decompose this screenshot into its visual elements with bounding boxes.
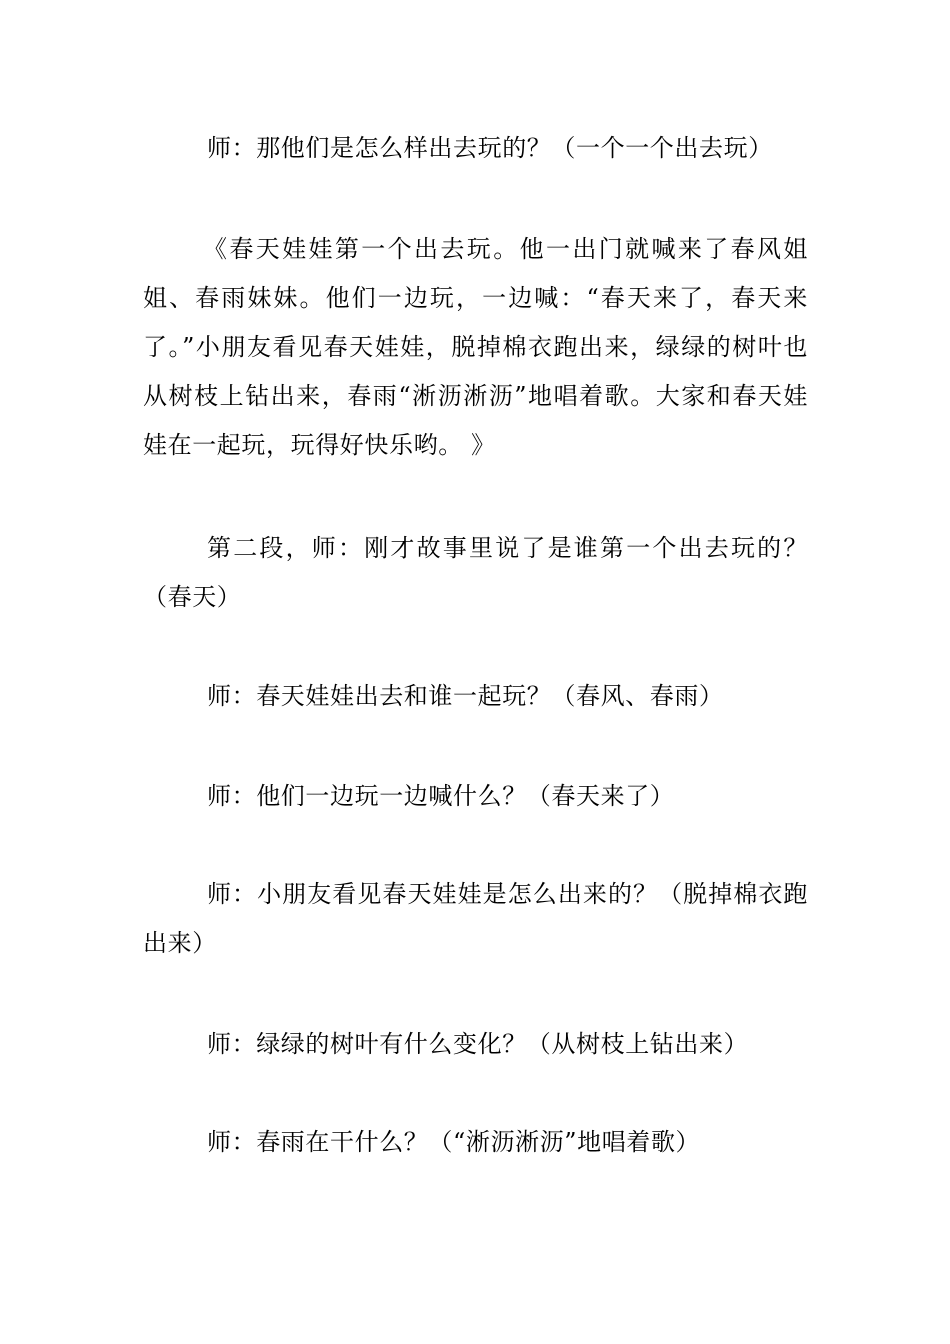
paragraph-story-text: 《春天娃娃第一个出去玩。他一出门就喊来了春风姐姐、春雨妹妹。他们一边玩，一边喊：“春天来了，春天来了。”小朋友看见春天娃娃，脱掉棉衣跑出来，绿绿的树叶也从树枝上钻出来，春雨“淅沥淅沥”地唱着歌。大家和春天娃娃在一起玩，玩得好快乐哟。 》	[143, 235, 808, 459]
paragraph-teacher-question-children: 师：小朋友看见春天娃娃是怎么出来的？（脱掉棉衣跑出来）	[143, 880, 808, 957]
paragraph-teacher-question-play-with: 师：春天娃娃出去和谁一起玩？（春风、春雨）	[207, 682, 724, 710]
paragraph-teacher-question-leaves: 师：绿绿的树叶有什么变化？（从树枝上钻出来）	[207, 1030, 749, 1058]
paragraph-second-section-question: 第二段，师：刚才故事里说了是谁第一个出去玩的？（春天）	[143, 534, 808, 611]
paragraph-teacher-question-shout: 师：他们一边玩一边喊什么？（春天来了）	[207, 782, 675, 810]
paragraph-teacher-question-rain: 师：春雨在干什么？（“淅沥淅沥”地唱着歌）	[207, 1128, 701, 1156]
paragraph-teacher-question-how-go-out: 师：那他们是怎么样出去玩的？（一个一个出去玩）	[207, 134, 773, 162]
